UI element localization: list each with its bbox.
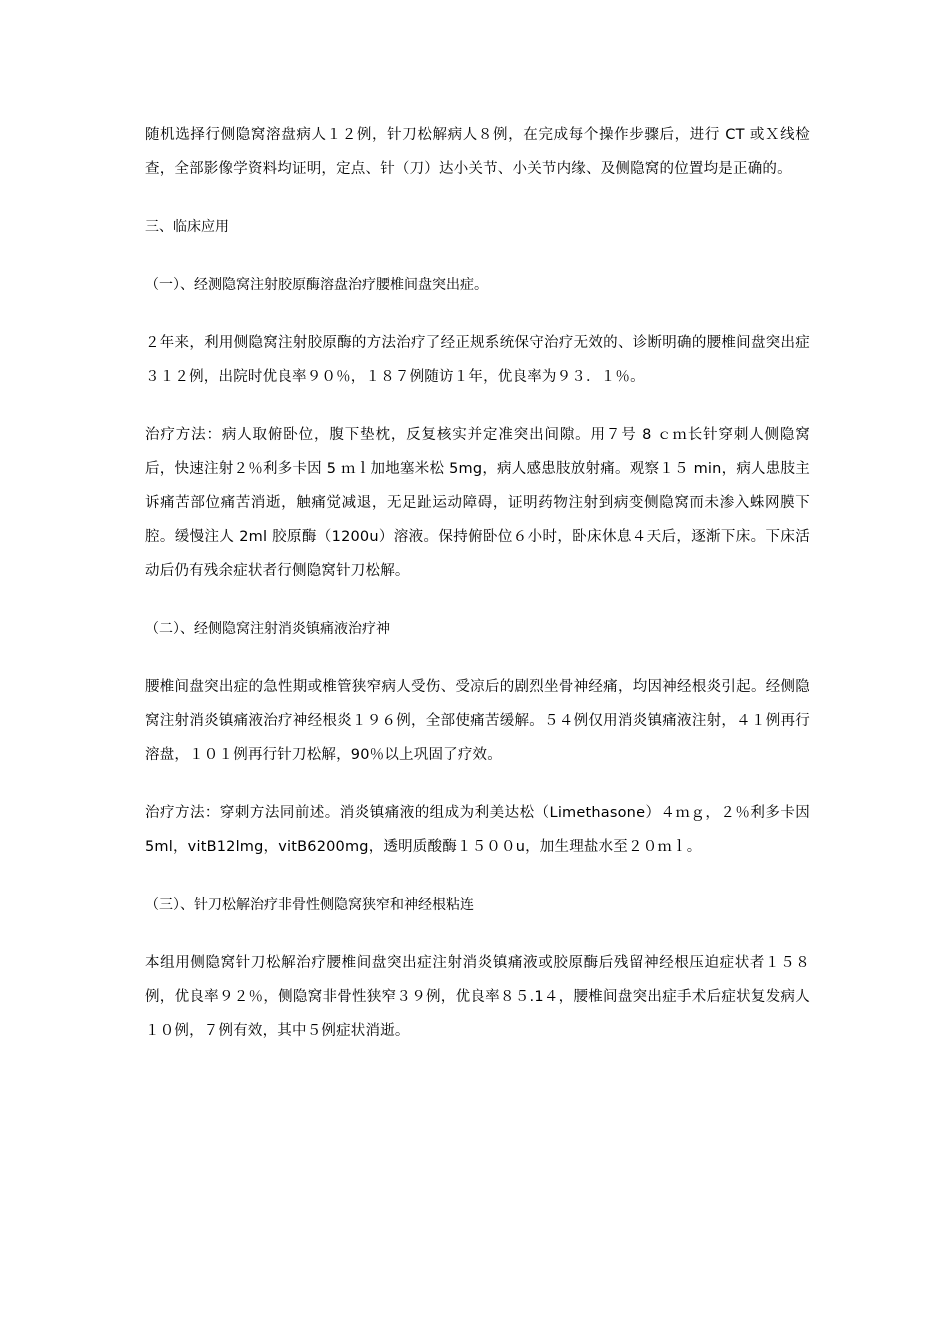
- paragraph-anti-inflammatory-method: 治疗方法：穿刺方法同前述。消炎镇痛液的组成为利美达松（Limethasone）４ｍｇ，２％利多卡因 5ml，vitB12lmg，vitB6200mg，透明质酸酶１５００u，加生理盐水至２０ｍｌ。: [145, 805, 815, 855]
- paragraph-collagenase-method: 治疗方法：病人取俯卧位，腹下垫枕，反复核实并定准突出间隙。用７号 8 ｃｍ长针穿刺人侧隐窝后，快速注射２％利多卡因 5 ｍｌ加地塞米松 5mg，病人感患肢放射痛。观察１５ min，病人患肢主诉痛苦部位痛苦消逝，触痛觉减退，无足趾运动障碍，证明药物注射到病变侧隐窝而未渗入蛛网膜下腔。缓慢注人 2ml 胶原酶（1200u）溶液。保持俯卧位６小时，卧床休息４天后，逐渐下床。下床活动后仍有残余症状者行侧隐窝针刀松解。: [145, 427, 810, 579]
- subheading-needle-knife: （三）、针刀松解治疗非骨性侧隐窝狭窄和神经根粘连: [145, 897, 474, 913]
- spacer: [145, 772, 810, 796]
- paragraph-needle-knife-results: 本组用侧隐窝针刀松解治疗腰椎间盘突出症注射消炎镇痛液或胶原酶后残留神经根压迫症状者１５８例，优良率９２％，侧隐窝非骨性狭窄３９例，优良率８５.1４，腰椎间盘突出症手术后症状复发病人１０例，７例有效，其中５例症状消逝。: [145, 955, 810, 1039]
- paragraph-ct-verification: 随机选择行侧隐窝溶盘病人１２例，针刀松解病人８例，在完成每个操作步骤后，进行 CT 或Ｘ线检查，全部影像学资料均证明，定点、针（刀）达小关节、小关节内缘、及侧隐窝的位置均是正确的。: [145, 127, 810, 177]
- section-heading-clinical-application: 三、临床应用: [145, 219, 229, 235]
- spacer: [145, 186, 810, 210]
- paragraph-anti-inflammatory-results: 腰椎间盘突出症的急性期或椎管狭窄病人受伤、受凉后的剧烈坐骨神经痛，均因神经根炎引起。经侧隐窝注射消炎镇痛液治疗神经根炎１９６例，全部使痛苦缓解。５４例仅用消炎镇痛液注射，４１例再行溶盘，１０１例再行针刀松解，90％以上巩固了疗效。: [145, 679, 810, 763]
- subheading-collagenase: （一）、经测隐窝注射胶原酶溶盘治疗腰椎间盘突出症。: [145, 277, 488, 293]
- spacer: [145, 588, 810, 612]
- spacer: [145, 302, 810, 326]
- spacer: [145, 864, 810, 888]
- spacer: [145, 646, 810, 670]
- document-page: [145, 118, 815, 1048]
- spacer: [145, 922, 810, 946]
- paragraph-collagenase-results: ２年来，利用侧隐窝注射胶原酶的方法治疗了经正规系统保守治疗无效的、诊断明确的腰椎间盘突出症３１２例，出院时优良率９０％，１８７例随访１年，优良率为９３．１％。: [145, 335, 810, 385]
- spacer: [145, 244, 810, 268]
- spacer: [145, 394, 810, 418]
- subheading-anti-inflammatory: （二）、经侧隐窝注射消炎镇痛液治疗神: [145, 621, 390, 637]
